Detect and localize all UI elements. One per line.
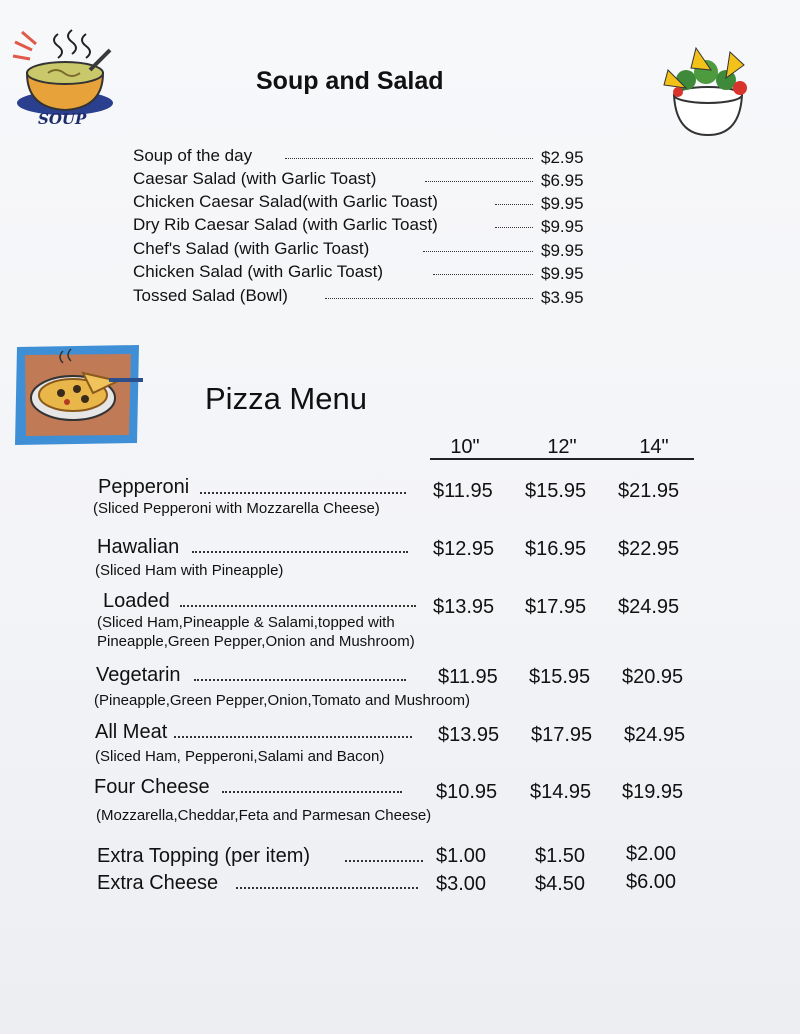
soup-salad-row <box>133 262 593 284</box>
dot-leader <box>495 204 533 205</box>
item-name: Chicken Caesar Salad(with Garlic Toast) <box>133 192 438 211</box>
salad-bowl-icon <box>656 40 756 140</box>
price-10: $12.95 <box>433 538 495 560</box>
price-12: $15.95 <box>525 480 587 502</box>
price-14: $19.95 <box>622 781 684 803</box>
item-name: Soup of the day <box>133 146 253 165</box>
pizza-name: Hawalian <box>97 536 180 558</box>
dot-leader <box>222 791 402 793</box>
pizza-name: Four Cheese <box>94 776 210 798</box>
soup-salad-row <box>133 169 593 191</box>
price-14: $2.00 <box>626 843 677 865</box>
pizza-name: All Meat <box>95 721 168 743</box>
soup-salad-row <box>133 215 593 237</box>
pizza-description: Pineapple,Green Pepper,Onion and Mushroom) <box>97 633 415 650</box>
item-price: $9.95 <box>541 194 584 213</box>
item-name: Chef's Salad (with Garlic Toast) <box>133 239 370 258</box>
pizza-name: Pepperoni <box>98 476 190 498</box>
dot-leader <box>433 274 533 275</box>
soup-salad-row <box>133 239 593 261</box>
soup-salad-row <box>133 146 593 168</box>
item-name: Caesar Salad (with Garlic Toast) <box>133 169 377 188</box>
pizza-description: (Sliced Ham, Pepperoni,Salami and Bacon) <box>95 748 385 765</box>
dot-leader <box>423 251 533 252</box>
price-10: $11.95 <box>433 480 493 502</box>
price-12: $4.50 <box>535 873 586 895</box>
item-price: $2.95 <box>541 148 584 167</box>
price-12: $1.50 <box>535 845 586 867</box>
pizza-name: Loaded <box>103 590 170 612</box>
dot-leader <box>194 679 406 681</box>
dot-leader <box>345 860 423 862</box>
pizza-description: (Pineapple,Green Pepper,Onion,Tomato and Mushroom) <box>94 692 471 709</box>
item-price: $6.95 <box>541 171 584 190</box>
dot-leader <box>192 551 408 553</box>
item-name: Tossed Salad (Bowl) <box>133 286 288 305</box>
dot-leader <box>425 181 533 182</box>
price-12: $16.95 <box>525 538 587 560</box>
price-10: $3.00 <box>436 873 487 895</box>
extra-name: Extra Cheese <box>97 872 219 894</box>
item-price: $9.95 <box>541 217 584 236</box>
price-14: $6.00 <box>626 871 677 893</box>
item-price: $3.95 <box>541 288 584 307</box>
dot-leader <box>180 605 416 607</box>
price-12: $17.95 <box>531 724 593 746</box>
size-header-rule <box>430 458 694 460</box>
extra-name: Extra Topping (per item) <box>97 845 311 867</box>
price-10: $10.95 <box>436 781 498 803</box>
price-14: $21.95 <box>618 480 680 502</box>
soup-salad-title: Soup and Salad <box>256 67 444 95</box>
price-10: $11.95 <box>438 666 498 688</box>
dot-leader <box>325 298 533 299</box>
price-14: $20.95 <box>622 666 684 688</box>
pizza-illustration-icon <box>13 343 143 447</box>
size-header-14: 14" <box>639 436 669 458</box>
soup-logo-text: SOUP <box>38 110 87 128</box>
dot-leader <box>200 492 406 494</box>
price-14: $22.95 <box>618 538 680 560</box>
size-header-10: 10" <box>450 436 480 458</box>
dot-leader <box>174 736 412 738</box>
size-header-12: 12" <box>547 436 577 458</box>
item-price: $9.95 <box>541 241 584 260</box>
dot-leader <box>285 158 533 159</box>
price-12: $17.95 <box>525 596 587 618</box>
price-12: $15.95 <box>529 666 591 688</box>
pizza-name: Vegetarin <box>96 664 181 686</box>
price-10: $1.00 <box>436 845 487 867</box>
dot-leader <box>236 887 418 889</box>
pizza-description: (Sliced Ham with Pineapple) <box>95 562 284 579</box>
pizza-description: (Mozzarella,Cheddar,Feta and Parmesan Cheese) <box>96 807 432 824</box>
price-10: $13.95 <box>433 596 495 618</box>
item-price: $9.95 <box>541 264 584 283</box>
price-14: $24.95 <box>618 596 680 618</box>
item-name: Chicken Salad (with Garlic Toast) <box>133 262 384 281</box>
dot-leader <box>495 227 533 228</box>
price-14: $24.95 <box>624 724 686 746</box>
pizza-menu-title: Pizza Menu <box>205 381 367 416</box>
soup-salad-row <box>133 286 593 308</box>
pizza-description: (Sliced Ham,Pineapple & Salami,topped with <box>97 614 395 631</box>
pizza-description: (Sliced Pepperoni with Mozzarella Cheese) <box>93 500 380 517</box>
price-10: $13.95 <box>438 724 500 746</box>
soup-salad-row <box>133 192 593 214</box>
item-name: Dry Rib Caesar Salad (with Garlic Toast) <box>133 215 438 234</box>
price-12: $14.95 <box>530 781 592 803</box>
